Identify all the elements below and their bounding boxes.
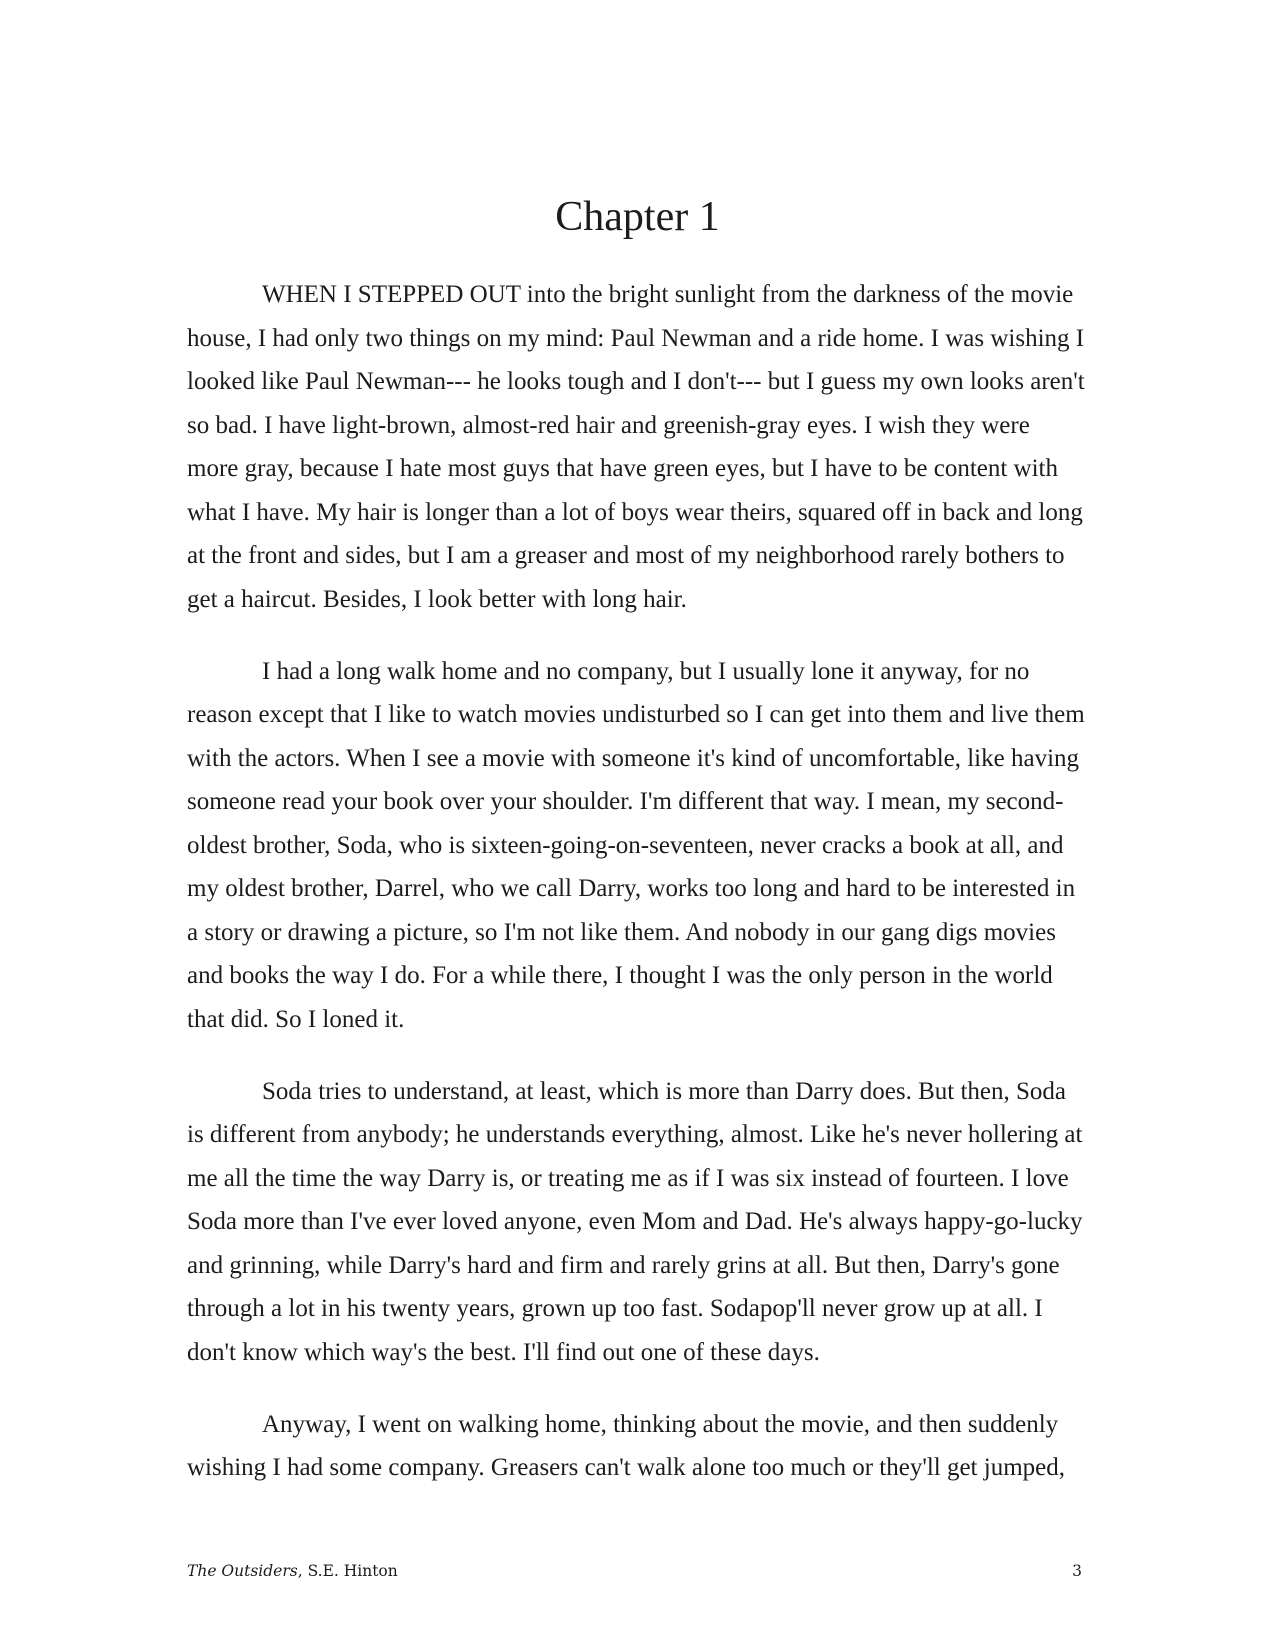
page-footer — [187, 1562, 1082, 1580]
body-text — [187, 273, 1085, 1490]
footer-citation — [187, 1562, 398, 1580]
book-title: The Outsiders — [187, 1562, 298, 1580]
paragraph: Soda tries to understand, at least, which is more than Darry does. But then, Soda is different from anybody; he understands everything, almost. Like he's never hollering at me all the time the way Darry is, or treating me as if I was six instead of fourteen. I love Soda more than I've ever loved anyone, even Mom and Dad. He's always happy-go-lucky and grinning, while Darry's hard and firm and rarely grins at all. But then, Darry's gone through a lot in his twenty years, grown up too fast. Sodapop'll never grow up at all. I don't know which way's the best. I'll find out one of these days. — [187, 1077, 1083, 1366]
paragraph: I had a long walk home and no company, but I usually lone it anyway, for no reason except that I like to watch movies undisturbed so I can get into them and live them with the actors. When I see a movie with someone it's kind of uncomfortable, like having someone read your book over your shoulder. I'm different that way. I mean, my second- oldest brother, Soda, who is sixteen-going-on-seventeen, never cracks a book at all, and my oldest brother, Darrel, who we call Darry, works too long and hard to be interested in a story or drawing a picture, so I'm not like them. And nobody in our gang digs movies and books the way I do. For a while there, I thought I was the only person in the world that did. So I loned it. — [187, 657, 1085, 1033]
page-number: 3 — [1072, 1562, 1082, 1580]
paragraph: WHEN I STEPPED OUT into the bright sunlight from the darkness of the movie house, I had only two things on my mind: Paul Newman and a ride home. I was wishing I looked like Paul Newman--- he looks tough and I don't--- but I guess my own looks aren't so bad. I have light-brown, almost-red hair and greenish-gray eyes. I wish they were more gray, because I hate most guys that have green eyes, but I have to be content with what I have. My hair is longer than a lot of boys wear theirs, squared off in back and long at the front and sides, but I am a greaser and most of my neighborhood rarely bothers to get a haircut. Besides, I look better with long hair. — [187, 281, 1085, 613]
footer-author: , S.E. Hinton — [297, 1562, 398, 1580]
chapter-title: Chapter 1 — [555, 194, 720, 240]
paragraph: Anyway, I went on walking home, thinking about the movie, and then suddenly wishing I had some company. Greasers can't walk alone too much or they'll get jumped, — [187, 1410, 1065, 1481]
